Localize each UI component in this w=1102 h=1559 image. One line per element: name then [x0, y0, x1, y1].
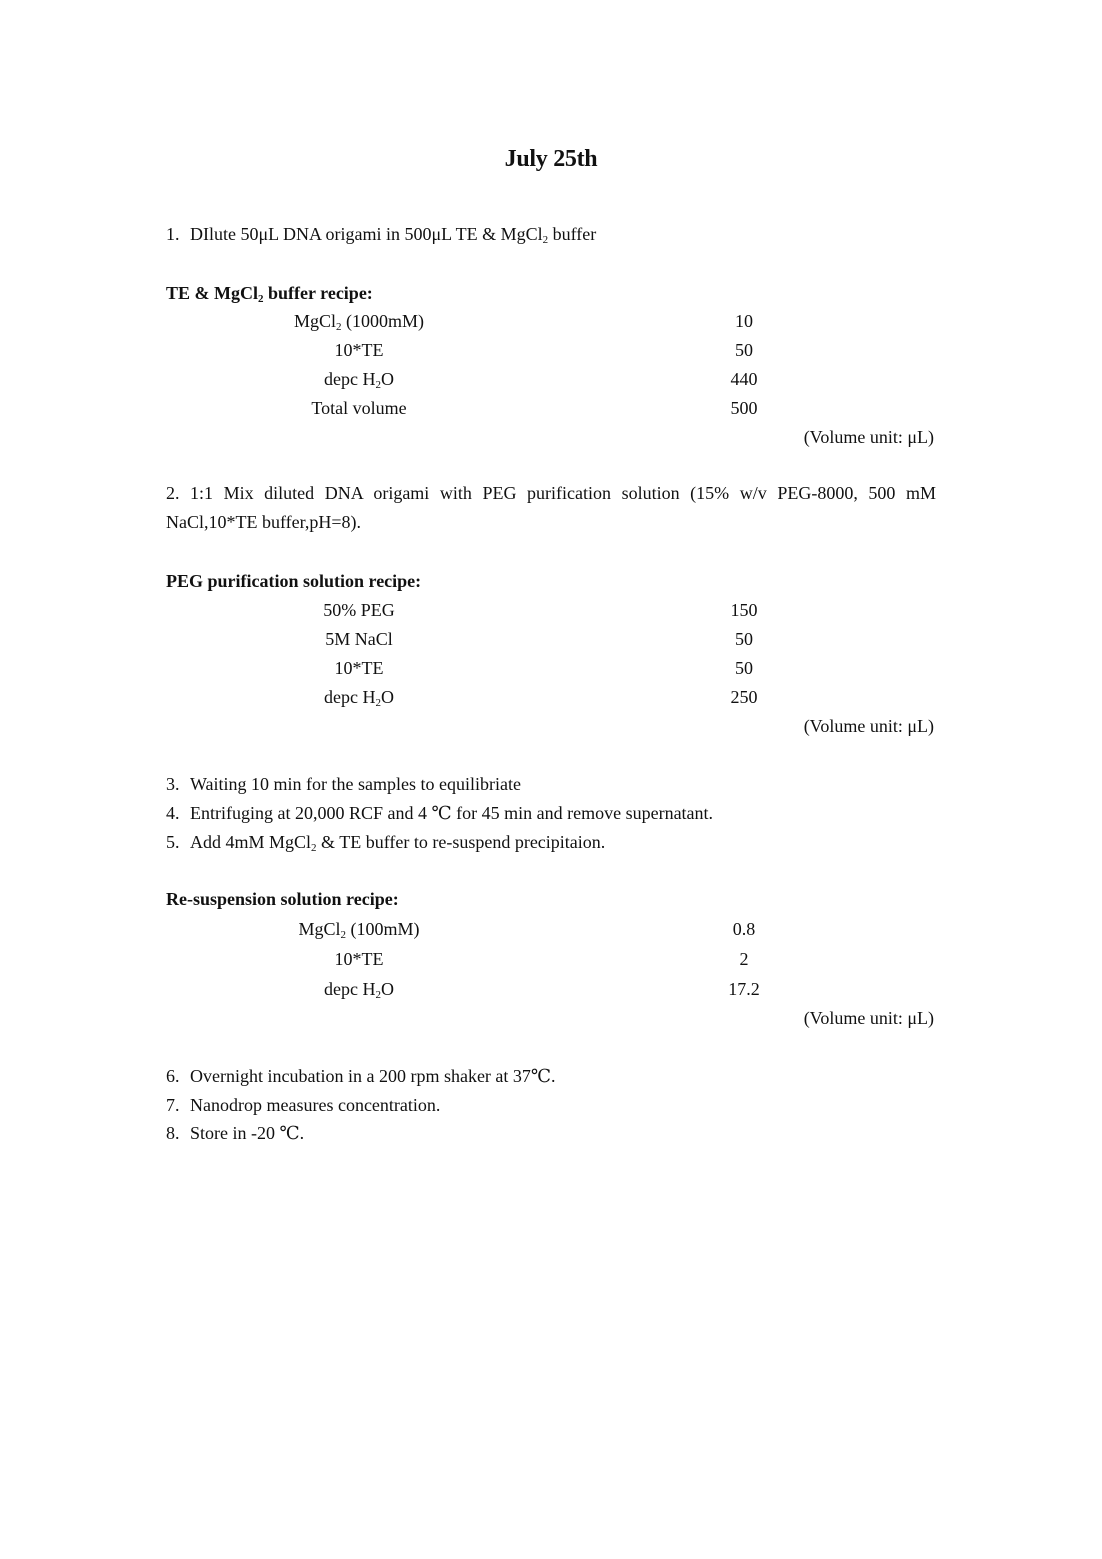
step-7 [166, 1095, 440, 1116]
ingredient-text: (100mM) [346, 919, 420, 939]
heading-text: TE & MgCl [166, 283, 258, 303]
step-number: 1. [166, 224, 180, 244]
ingredient-text: O [380, 687, 394, 707]
ingredient-text: MgCl [293, 311, 336, 331]
step-text: Nanodrop measures concentration. [190, 1095, 441, 1115]
subscript: 2 [375, 379, 381, 391]
step-3 [166, 774, 521, 795]
recipe-ingredient [209, 398, 509, 419]
ingredient-text: 10*TE [334, 949, 384, 969]
recipe-volume: 10 [735, 311, 753, 331]
recipe-volume: 50 [735, 629, 753, 649]
recipe-ingredient [209, 340, 509, 361]
ingredient-text: 10*TE [334, 340, 384, 360]
ingredient-text: 50% PEG [323, 600, 395, 620]
ingredient-text: Total volume [311, 398, 407, 418]
recipe-volume: 250 [730, 687, 758, 707]
step-6 [166, 1066, 556, 1087]
step-text: Store in -20 ℃. [190, 1123, 305, 1143]
subscript: 2 [258, 293, 264, 305]
step-number: 7. [166, 1095, 180, 1115]
ingredient-text: MgCl [298, 919, 341, 939]
subscript: 2 [340, 929, 346, 941]
volume-unit-note: (Volume unit: μL) [803, 716, 934, 736]
recipe-ingredient [209, 949, 509, 970]
ingredient-text: O [380, 369, 394, 389]
recipe-heading-resuspension: Re-suspension solution recipe: [166, 889, 399, 909]
step-text: & TE buffer to re-suspend precipitaion. [316, 832, 606, 852]
recipe-volume: 0.8 [732, 919, 756, 939]
recipe-volume: 500 [730, 398, 758, 418]
recipe-ingredient [209, 687, 509, 708]
step-4 [166, 803, 713, 824]
recipe-heading-peg: PEG purification solution recipe: [166, 571, 422, 591]
recipe-volume: 50 [735, 658, 753, 678]
step-text: Overnight incubation in a 200 rpm shaker at 37℃. [190, 1066, 556, 1086]
ingredient-text: 10*TE [334, 658, 384, 678]
recipe-ingredient [209, 919, 509, 940]
recipe-heading-te-mgcl2 [166, 283, 373, 304]
ingredient-text: 5M NaCl [325, 629, 393, 649]
recipe-ingredient [209, 311, 509, 332]
ingredient-text: (1000mM) [341, 311, 424, 331]
recipe-ingredient [209, 600, 509, 621]
step-number: 3. [166, 774, 180, 794]
volume-unit-note: (Volume unit: μL) [803, 427, 934, 447]
recipe-volume: 17.2 [728, 979, 760, 999]
ingredient-text: depc H [324, 687, 376, 707]
step-1 [166, 224, 596, 245]
step-text: 1:1 Mix diluted DNA origami with PEG purification solution (15% w/v PEG-8000, 500 mM NaCl,10*TE buffer,pH=8). [166, 483, 936, 532]
recipe-ingredient [209, 979, 509, 1000]
recipe-ingredient [209, 369, 509, 390]
page-title: July 25th [504, 146, 598, 172]
ingredient-text: depc H [324, 979, 376, 999]
ingredient-text: depc H [324, 369, 376, 389]
step-text: DIlute 50μL DNA origami in 500μL TE & MgCl [190, 224, 543, 244]
step-8 [166, 1123, 304, 1144]
heading-text: buffer recipe: [263, 283, 373, 303]
recipe-volume: 150 [730, 600, 758, 620]
step-number: 8. [166, 1123, 180, 1143]
step-text: buffer [548, 224, 597, 244]
step-5 [166, 832, 605, 853]
step-number: 6. [166, 1066, 180, 1086]
recipe-volume: 2 [739, 949, 749, 969]
recipe-ingredient [209, 629, 509, 650]
step-text: Waiting 10 min for the samples to equilibriate [190, 774, 521, 794]
volume-unit-note: (Volume unit: μL) [803, 1008, 934, 1028]
subscript: 2 [311, 842, 317, 854]
subscript: 2 [542, 234, 549, 246]
recipe-volume: 50 [735, 340, 753, 360]
subscript: 2 [336, 321, 342, 333]
step-number: 4. [166, 803, 180, 823]
step-number: 2. [166, 483, 180, 503]
recipe-volume: 440 [730, 369, 758, 389]
step-text: Add 4mM MgCl [190, 832, 312, 852]
subscript: 2 [375, 989, 381, 1001]
step-text: Entrifuging at 20,000 RCF and 4 ℃ for 45 min and remove supernatant. [190, 803, 714, 823]
step-2 [166, 479, 936, 537]
step-number: 5. [166, 832, 180, 852]
ingredient-text: O [380, 979, 394, 999]
recipe-ingredient [209, 658, 509, 679]
subscript: 2 [375, 697, 381, 709]
